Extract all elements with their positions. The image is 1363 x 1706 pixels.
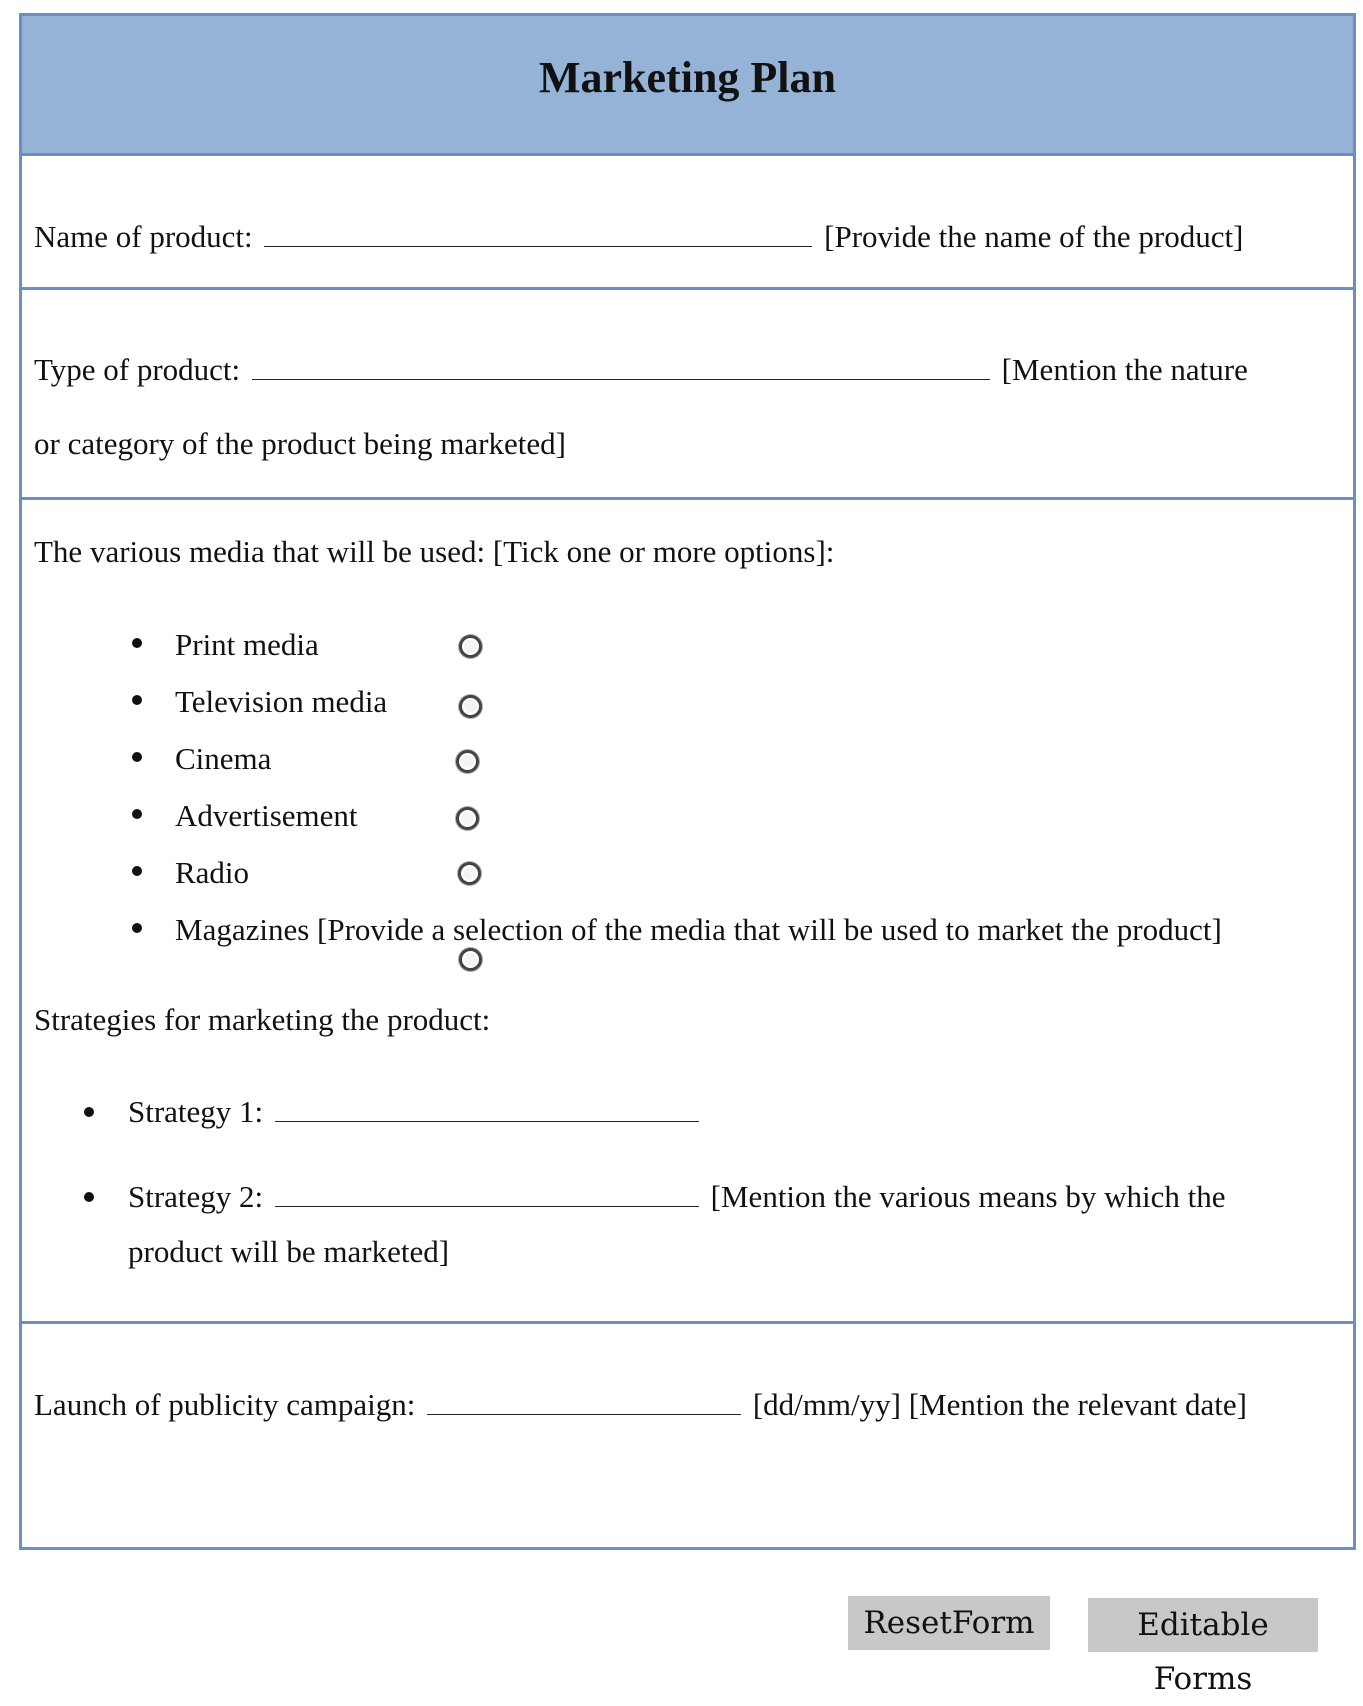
strategies-hint-cont: product will be marketed] xyxy=(128,1234,450,1269)
section-product-name xyxy=(22,156,1353,290)
media-option-label: Cinema xyxy=(175,741,272,776)
launch-label: Launch of publicity campaign: xyxy=(34,1387,416,1422)
bullet-icon xyxy=(132,695,142,705)
bullet-icon xyxy=(132,866,142,876)
launch-date-format: [dd/mm/yy] xyxy=(752,1387,901,1422)
editable-forms-button[interactable]: Editable Forms xyxy=(1088,1598,1318,1652)
bullet-icon xyxy=(132,638,142,648)
media-option-label: Advertisement xyxy=(175,798,358,833)
print-media-radio[interactable] xyxy=(459,635,482,658)
section-media-strategies xyxy=(22,500,1353,1324)
television-media-radio[interactable] xyxy=(459,695,482,718)
media-option-label: Magazines xyxy=(175,912,310,947)
media-option-label: Radio xyxy=(175,855,250,890)
form-header xyxy=(22,16,1353,156)
form-frame xyxy=(19,13,1356,1550)
strategy-2-input-line[interactable] xyxy=(275,1179,699,1207)
product-name-label: Name of product: xyxy=(34,219,253,254)
product-type-input-line[interactable] xyxy=(252,352,990,380)
product-name-input-line[interactable] xyxy=(264,219,812,247)
advertisement-radio[interactable] xyxy=(456,807,479,830)
media-label: The various media that will be used: [Tick one or more options]: xyxy=(34,534,835,569)
media-selection-hint: [Provide a selection of the media that will be used to market the product] xyxy=(317,912,1222,947)
reset-form-button[interactable]: ResetForm xyxy=(848,1596,1050,1650)
strategies-hint: [Mention the various means by which the xyxy=(710,1179,1226,1214)
strategy-1-label: Strategy 1: xyxy=(128,1094,264,1129)
launch-hint: [Mention the relevant date] xyxy=(908,1387,1247,1422)
bullet-icon xyxy=(84,1192,94,1202)
form-title: Marketing Plan xyxy=(539,53,836,102)
bullet-icon xyxy=(84,1107,94,1117)
media-option-label: Television media xyxy=(175,684,388,719)
strategy-1-input-line[interactable] xyxy=(275,1094,699,1122)
bullet-icon xyxy=(132,809,142,819)
media-option-label: Print media xyxy=(175,627,319,662)
product-type-label: Type of product: xyxy=(34,352,241,387)
section-launch xyxy=(22,1324,1353,1461)
launch-date-input-line[interactable] xyxy=(427,1387,741,1415)
bullet-icon xyxy=(132,923,142,933)
bullet-icon xyxy=(132,752,142,762)
product-type-hint-cont: or category of the product being marketed] xyxy=(34,426,566,461)
product-name-hint: [Provide the name of the product] xyxy=(824,219,1244,254)
radio-media-radio[interactable] xyxy=(458,862,481,885)
cinema-radio[interactable] xyxy=(456,750,479,773)
section-product-type xyxy=(22,290,1353,500)
magazines-radio[interactable] xyxy=(459,948,482,971)
product-type-hint: [Mention the nature xyxy=(1001,352,1248,387)
strategy-2-label: Strategy 2: xyxy=(128,1179,264,1214)
strategies-label: Strategies for marketing the product: xyxy=(34,1002,491,1037)
